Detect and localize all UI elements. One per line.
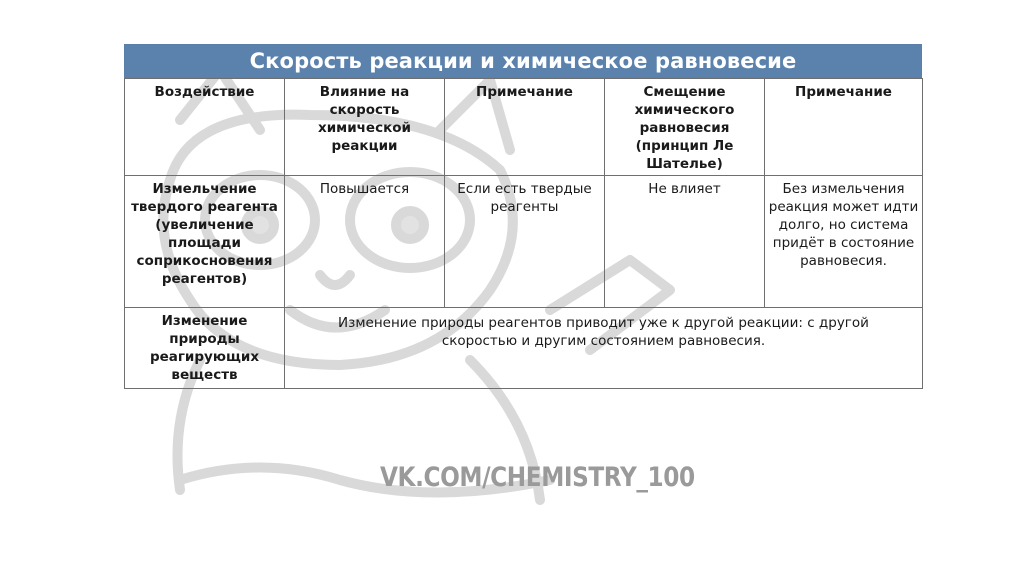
data-table [124, 78, 923, 389]
table-row [125, 176, 923, 308]
column-header: Воздействие [125, 79, 285, 176]
column-header: Смещение химического равновесия (принцип Ле Шателье) [605, 79, 765, 176]
column-header: Примечание [445, 79, 605, 176]
summary-table [124, 44, 922, 389]
equilibrium-note-cell: Без измельчения реакция может идти долго, но система придёт в состояние равновесия. [765, 176, 923, 308]
rate-effect-cell: Повышается [285, 176, 445, 308]
table-header-row [125, 79, 923, 176]
factor-cell: Изменение природы реагирующих веществ [125, 308, 285, 389]
rate-note-cell: Если есть твердые реагенты [445, 176, 605, 308]
table-row [125, 308, 923, 389]
equilibrium-shift-cell: Не влияет [605, 176, 765, 308]
column-header: Примечание [765, 79, 923, 176]
title-bar [124, 44, 922, 78]
column-header: Влияние на скорость химической реакции [285, 79, 445, 176]
factor-cell: Измельчение твердого реагента (увеличение площади соприкосновения реагентов) [125, 176, 285, 308]
merged-note-cell: Изменение природы реагентов приводит уже к другой реакции: с другой скоростью и другим состоянием равновесия. [285, 308, 923, 389]
footer-link-text: VK.COM/CHEMISTRY_100 [380, 462, 695, 493]
page-title: Скорость реакции и химическое равновесие [249, 49, 797, 73]
